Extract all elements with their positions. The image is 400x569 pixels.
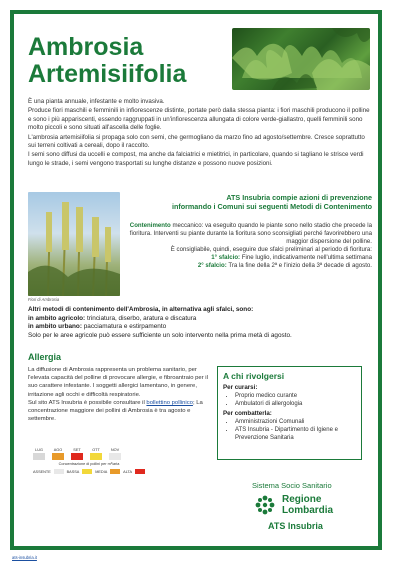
level-swatch — [135, 469, 145, 474]
intro-paragraph: È una pianta annuale, infestante e molto invasiva. — [28, 98, 165, 105]
brand-name — [282, 494, 333, 516]
month-swatch — [71, 453, 83, 460]
regione-lombardia-logo-icon — [254, 494, 276, 516]
month-cell: NOV — [109, 448, 121, 460]
brand-system-label: Sistema Socio Sanitario — [252, 481, 332, 490]
allergy-paragraph: La diffusione di Ambrosia rappresenta un problema sanitario, per l'elevata capacità del polline di provocare allergie, e fibroantraio per il suo carattere infestante. I soggetti allergici lamentano, in genere, irritazione agli occhi e difficoltà respiratorie. — [28, 367, 208, 398]
urbano-line — [28, 323, 372, 332]
month-cell: SET — [71, 448, 83, 460]
fight-label: Per combatterla: — [223, 410, 272, 417]
contenimento-text: meccanico: va eseguito quando le piante sono nello stadio che precede la fioritura. Interventi su piante durante la fioritura sono sconsigliati perché favorirebbero una maggior dispersione del polline. — [129, 222, 372, 246]
fight-list — [235, 418, 356, 442]
title-line-1: Ambrosia — [28, 33, 144, 61]
level-swatch — [110, 469, 120, 474]
other-methods-intro: Altri metodi di contenimento dell'Ambrosia, in alternativa agli sfalci, sono: — [28, 306, 254, 313]
cure-label: Per curarsi: — [223, 384, 258, 391]
agricolo-label: in ambito agricolo: — [28, 314, 86, 322]
sfalcio-1-text: Fine luglio, indicativamente nell'ultima settimana — [240, 254, 372, 262]
brand-ats: ATS Insubria — [268, 521, 323, 531]
pollen-month-row — [33, 448, 145, 460]
list-item: • ATS Insubria - Dipartimento di Igiene e Prevenzione Sanitaria — [235, 426, 356, 442]
agricolo-text: trinciatura, diserbo, aratura e discatura — [85, 314, 197, 322]
level-swatch — [54, 469, 64, 474]
cure-list — [235, 392, 356, 408]
allergy-link-paragraph: Sul sito ATS Insubria è possibile consultare il bollettino pollinico; La concentrazione maggiore dei pollini di Ambrosia è tra agosto e settembre. — [28, 399, 203, 423]
sfalcio-2 — [128, 262, 372, 270]
list-item: • Proprio medico curante — [235, 392, 356, 400]
pollen-scale-caption: Concentrazione di pollini per m³/aria — [58, 462, 120, 466]
sfalcio-2-label: 2° sfalcio: — [197, 262, 227, 270]
pollen-bulletin-link[interactable]: bollettino pollinico — [146, 399, 193, 406]
advice-text: È consigliabile, quindi, eseguire due sfalci preliminari al periodo di fioritura: — [170, 246, 372, 254]
brand-name-line-1: Regione — [282, 494, 322, 505]
level-label: MEDIA — [95, 469, 108, 474]
brand-name-line-2: Lombardia — [282, 505, 334, 516]
ats-heading-line-1: ATS Insubria compie azioni di prevenzione — [226, 193, 372, 202]
agricolo-note: Solo per le aree agricole può essere sufficiente un solo intervento nella prima metà di agosto. — [28, 332, 292, 340]
level-label: ASSENTE — [33, 469, 51, 474]
urbano-label: in ambito urbano: — [28, 323, 82, 331]
month-cell: AGO — [52, 448, 64, 460]
pollen-level-legend — [33, 469, 145, 474]
ats-heading — [128, 193, 372, 211]
intro-text — [28, 98, 372, 169]
month-cell: LUG — [33, 448, 45, 460]
allergy-heading: Allergia — [28, 352, 62, 362]
page-title — [28, 34, 186, 88]
contacts-heading: A chi rivolgersi — [223, 371, 285, 381]
contenimento-label: Contenimento — [129, 222, 171, 229]
intro-paragraph: L'ambrosia artemisiifolia si propaga solo con semi, che germogliano da marzo fino ad agosto/settembre. Cresce soprattutto sui terreni coltivati a cereali, dopo il raccolto. — [28, 133, 365, 150]
month-swatch — [33, 453, 45, 460]
agricolo-line — [28, 315, 372, 324]
ambrosia-leaves-image — [232, 28, 370, 90]
sfalcio-1 — [128, 254, 372, 262]
allergy-text — [28, 366, 210, 423]
list-item: • Amministrazioni Comunali — [235, 418, 356, 426]
ats-heading-line-2: informando i Comuni sui seguenti Metodi di Contenimento — [171, 202, 372, 211]
pollen-scale — [33, 448, 145, 474]
contenimento-paragraph — [128, 222, 372, 246]
image-caption: Fiori di Ambrosia — [28, 297, 60, 302]
level-label: ALTA — [123, 469, 133, 474]
level-label: BASSA — [66, 469, 80, 474]
level-swatch — [82, 469, 92, 474]
sfalcio-1-label: 1° sfalcio: — [211, 254, 241, 262]
month-cell: OTT — [90, 448, 102, 460]
containment-methods — [128, 222, 372, 271]
urbano-text: pacciamatura e estirpamento — [81, 323, 167, 331]
month-swatch — [90, 453, 102, 460]
footer-link[interactable]: ats-insubria.it — [12, 555, 37, 560]
intro-paragraph: I semi sono diffusi da uccelli e compost, ma anche da falciatrici e mietitrici, in particolare, quando si tagliano le strisce verdi lungo le strade, i semi vengono trasportati su lunghe distanze e possono nuove posizioni. — [28, 151, 364, 167]
list-item: • Ambulatori di allergologia — [235, 400, 356, 408]
contacts-box — [217, 366, 362, 460]
month-swatch — [109, 453, 121, 460]
title-line-2: Artemisiifolia — [28, 60, 187, 88]
intro-paragraph: Produce fiori maschili e femminili in infiorescenze distinte, portate però dalla stessa pianta: i fiori maschili producono il polline e sono i più appariscenti, essendo raggruppati in un'infiorescenza allungata di colore verde-giallastro, quelli femminili sono molto piccoli e sono situati all'ascella delle foglie. — [28, 107, 370, 132]
ambrosia-flowers-image — [28, 192, 120, 296]
sfalcio-2-text: Tra la fine della 2ª e l'inizio della 3ª decade di agosto. — [226, 262, 372, 270]
month-swatch — [52, 453, 64, 460]
other-methods — [28, 306, 372, 341]
